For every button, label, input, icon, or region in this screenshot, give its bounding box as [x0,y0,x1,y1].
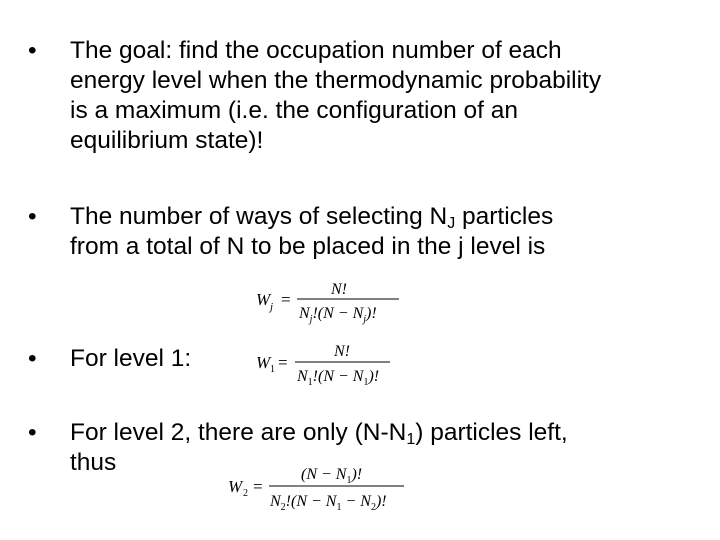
text-line: energy level when the thermodynamic probability [70,67,602,94]
text-line: equilibrium state)! [70,127,264,154]
bullet-dot: • [28,37,37,64]
bullet-dot: • [28,345,37,372]
text-fragment: The number of ways of selecting N [70,203,448,230]
eq-denominator: $N_j!(N - N_j)$! [299,305,377,325]
eq-numerator: $(N - N_1)$! [301,466,363,486]
eq-equals: = [281,290,291,309]
text-line: For level 1: [70,345,192,372]
eq-lhs-sub: 2 [243,488,248,499]
eq-denominator: $N_2!(N - N_1 - N_2)$! [270,493,387,513]
text-line: is a maximum (i.e. the configuration of an [70,97,519,124]
text-line: thus [70,449,117,476]
equation-w1 [254,340,404,388]
text-line [70,202,553,232]
eq-lhs-sub: 1 [270,364,275,375]
eq-equals: = [278,353,288,372]
bullet-text [70,202,553,262]
bullet-text [70,36,601,156]
text-fragment: ) particles left, [415,419,568,446]
subscript: J [447,215,456,232]
bullet-dot: • [28,419,37,446]
eq-lhs: W [256,290,271,309]
equation-wj [254,278,414,326]
bullet-dot: • [28,203,37,230]
eq-numerator: N! [331,281,347,298]
text-line: The goal: find the occupation number of each [70,37,562,64]
subscript: 1 [406,431,416,448]
eq-denominator: $N_1!(N - N_1)$! [297,368,380,388]
text-line [70,418,568,448]
eq-numerator: N! [334,343,350,360]
text-fragment: particles [455,203,554,230]
bullet-text [70,344,191,374]
eq-lhs: W [228,477,243,496]
eq-lhs-sub: j [270,301,274,313]
equation-w2 [226,462,416,514]
text-fragment: For level 2, there are only (N-N [70,419,407,446]
eq-lhs: W [256,353,271,372]
eq-equals: = [253,477,263,496]
text-line: from a total of N to be placed in the j level is [70,233,546,260]
